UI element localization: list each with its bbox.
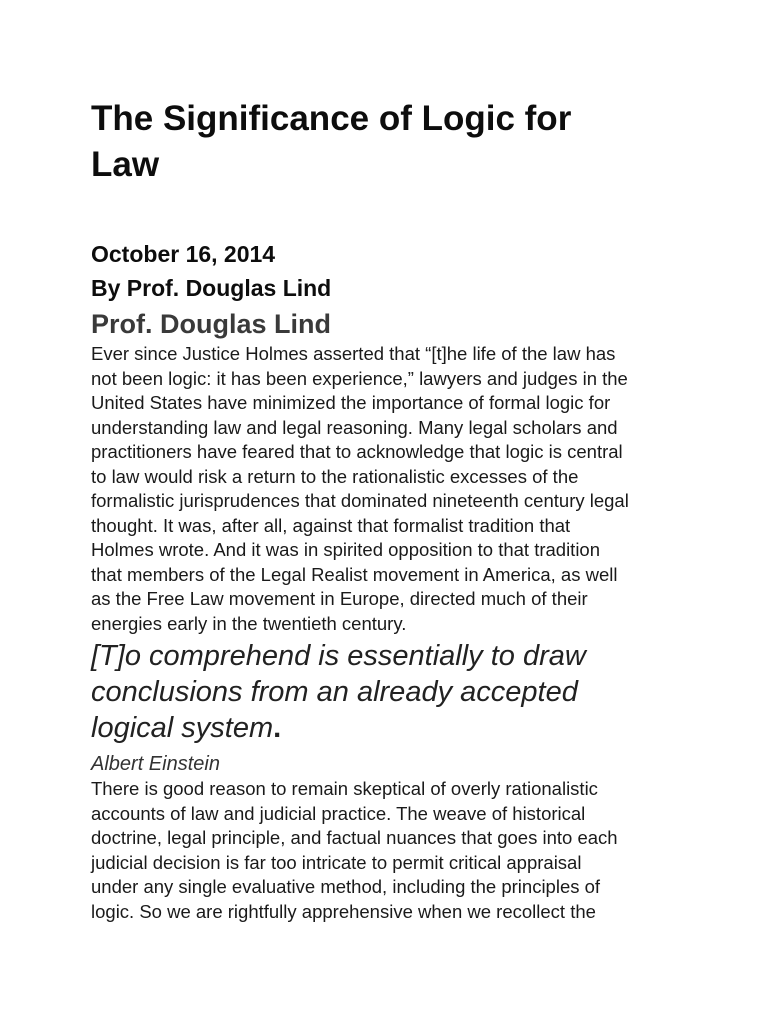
article-title-line: The Significance of Logic for <box>91 99 572 138</box>
pull-quote <box>91 638 691 746</box>
author-heading: Prof. Douglas Lind <box>91 309 331 339</box>
paragraph-line: practitioners have feared that to acknowledge that logic is central <box>91 441 623 462</box>
quote-line-text: logical system <box>91 712 274 744</box>
paragraph-line: judicial decision is far too intricate to permit critical appraisal <box>91 851 582 873</box>
paragraph-line: thought. It was, after all, against that formalist tradition that <box>91 514 571 536</box>
quote-line: [T]o comprehend is essentially to draw <box>91 640 586 672</box>
quote-line <box>91 710 691 746</box>
paragraph-line: that members of the Legal Realist movement in America, as well <box>91 563 618 585</box>
article-byline: By Prof. Douglas Lind <box>91 275 332 301</box>
paragraph-line: energies early in the twentieth century. <box>91 612 407 634</box>
paragraph-line: accounts of law and judicial practice. The weave of historical <box>91 802 586 824</box>
quote-attribution: Albert Einstein <box>91 753 220 775</box>
paragraph-line: formalistic jurisprudences that dominated nineteenth century legal <box>91 490 629 511</box>
paragraph-line: logic. So we are rightfully apprehensive when we recollect the <box>91 900 596 922</box>
body-paragraph-2 <box>91 777 691 924</box>
article-title-line: Law <box>91 145 160 184</box>
paragraph-line: not been logic: it has been experience,” lawyers and judges in the <box>91 367 628 389</box>
paragraph-line: There is good reason to remain skeptical of overly rationalistic <box>91 778 598 799</box>
quote-line: conclusions from an already accepted <box>91 676 578 708</box>
article-date: October 16, 2014 <box>91 241 276 267</box>
paragraph-line: as the Free Law movement in Europe, directed much of their <box>91 588 588 609</box>
paragraph-line: United States have minimized the importance of formal logic for <box>91 392 611 413</box>
article-title <box>91 96 651 188</box>
paragraph-line: under any single evaluative method, including the principles of <box>91 876 601 897</box>
paragraph-line: Ever since Justice Holmes asserted that “[t]he life of the law has <box>91 343 616 364</box>
body-paragraph-1 <box>91 342 691 636</box>
paragraph-line: understanding law and legal reasoning. Many legal scholars and <box>91 416 618 438</box>
paragraph-line: Holmes wrote. And it was in spirited opposition to that tradition <box>91 539 601 560</box>
paragraph-line: doctrine, legal principle, and factual nuances that goes into each <box>91 827 618 848</box>
quote-end-mark: . <box>273 712 282 744</box>
paragraph-line: to law would risk a return to the rationalistic excesses of the <box>91 465 579 487</box>
